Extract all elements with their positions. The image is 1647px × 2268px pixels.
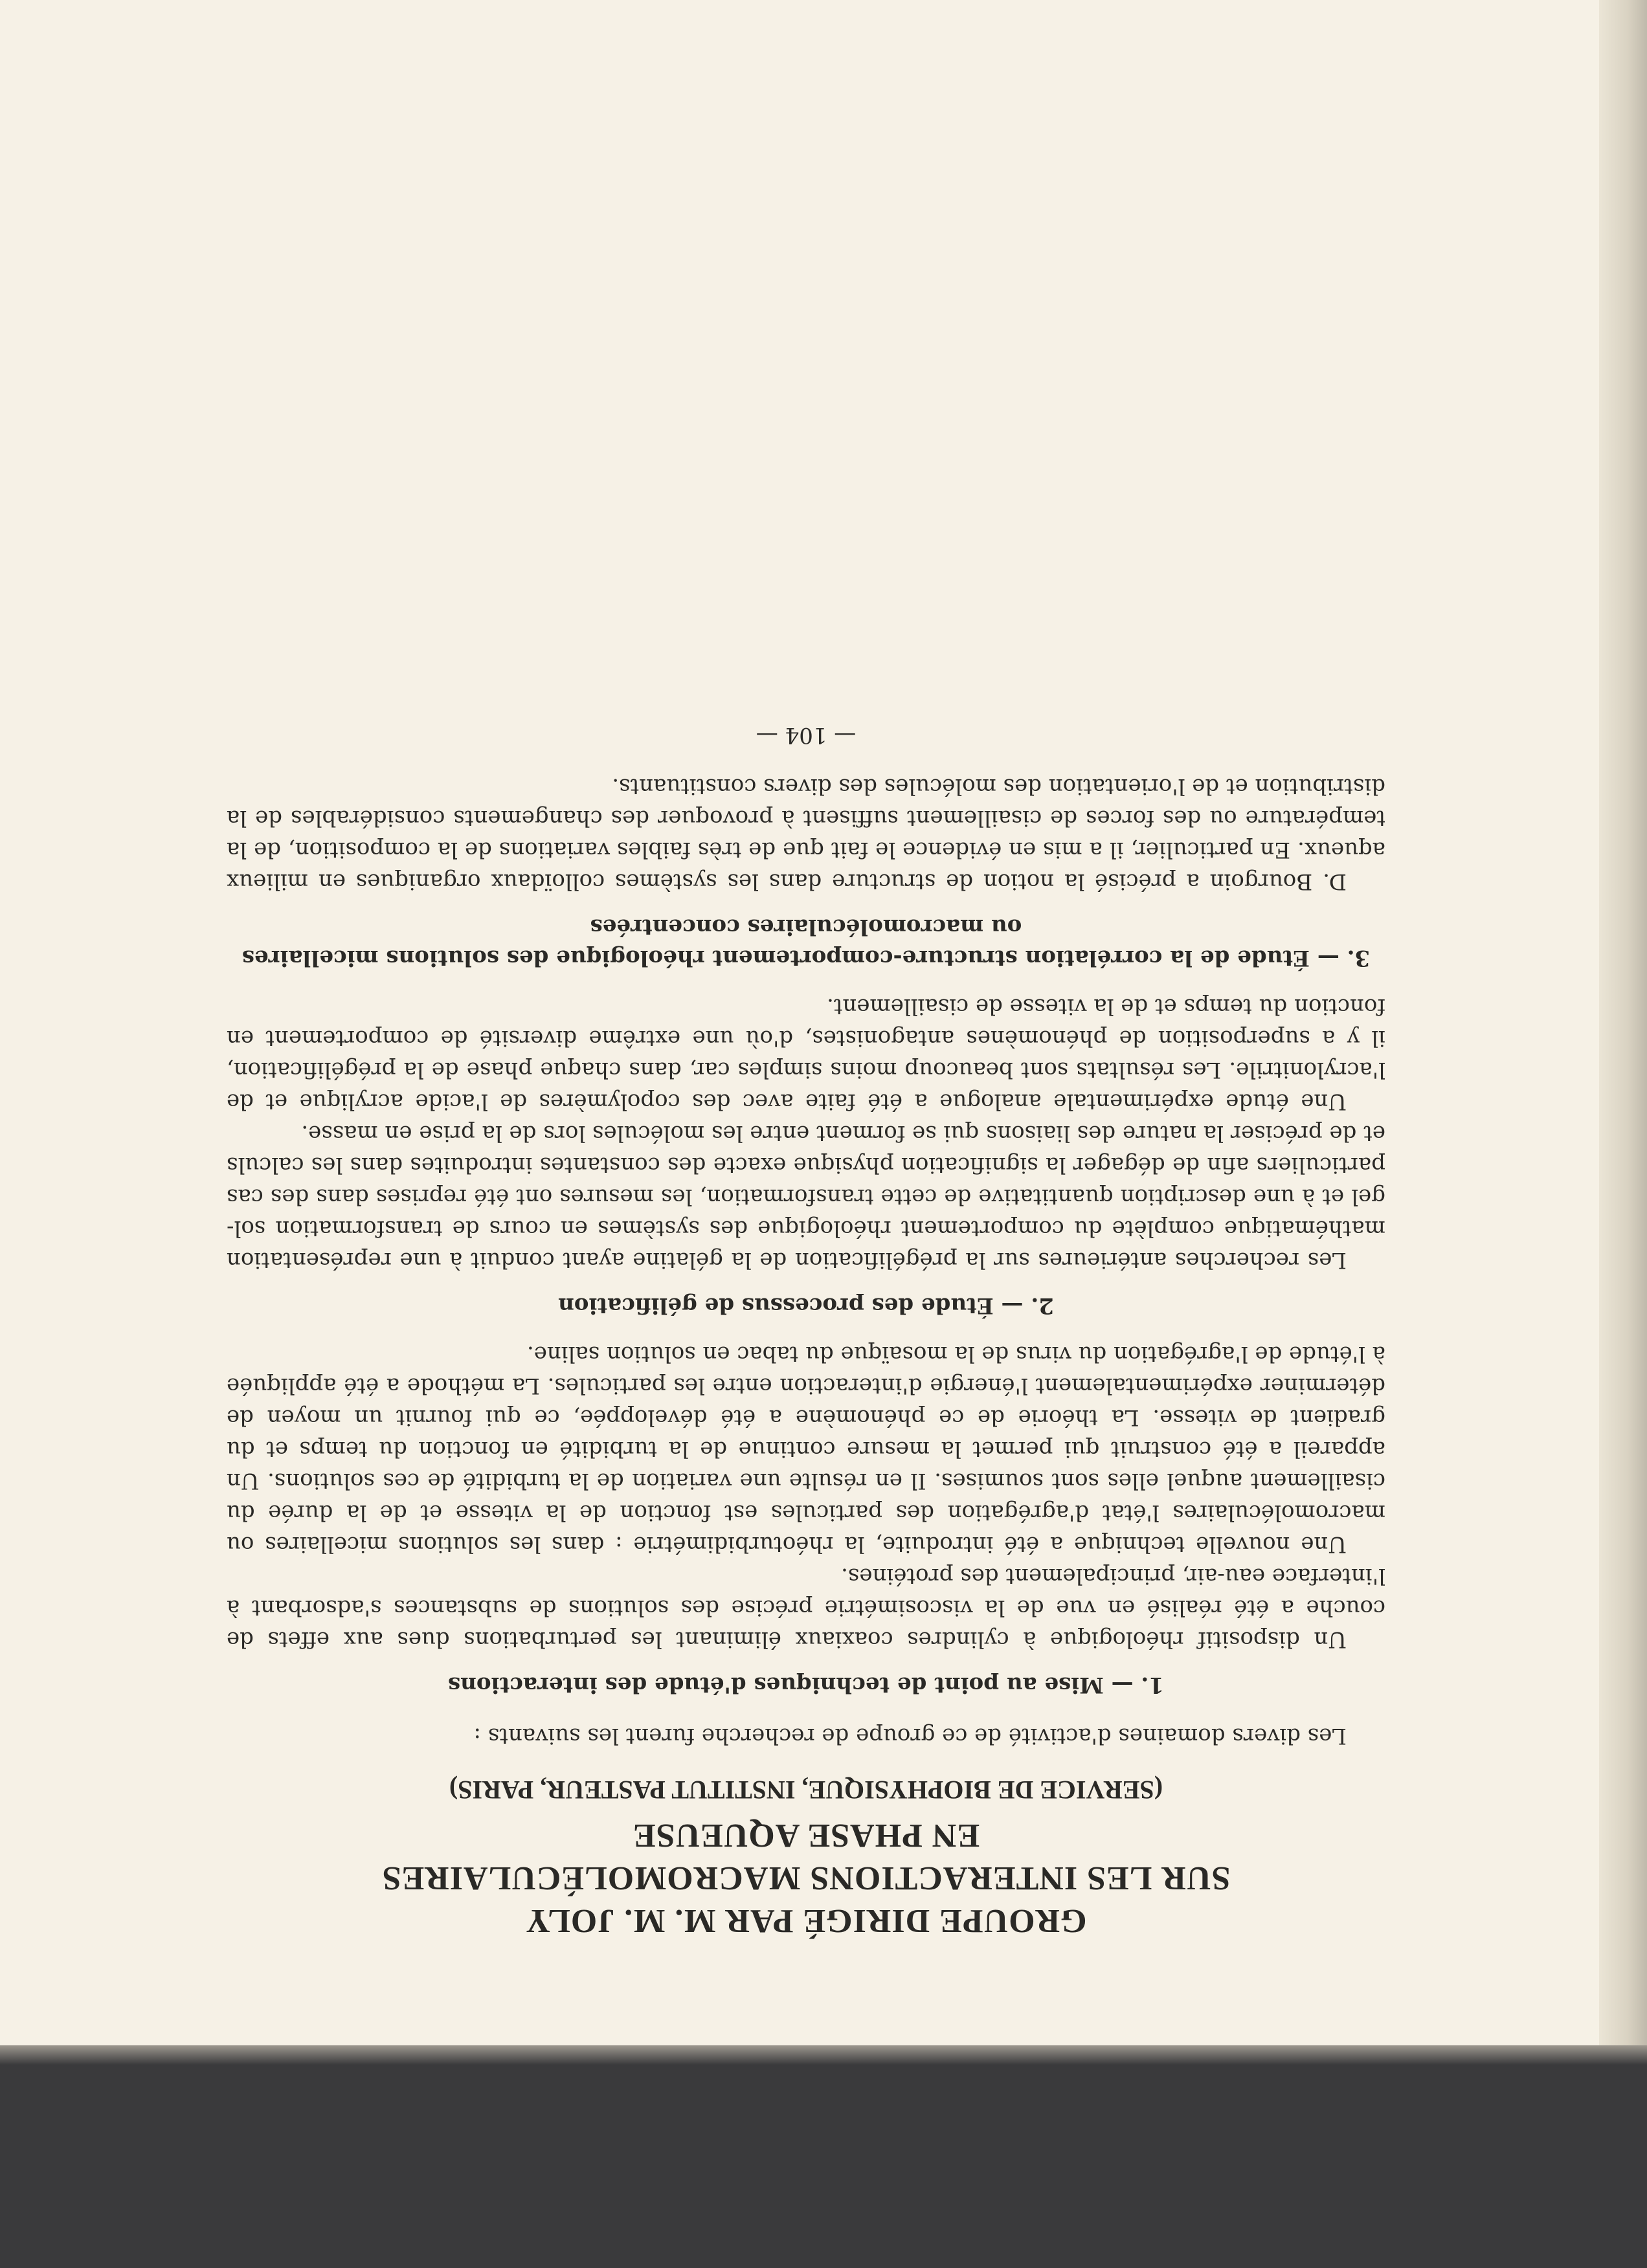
title-line-3: EN PHASE AQUEUSE xyxy=(632,1817,980,1854)
section-1-heading: 1. — Mise au point de techniques d'étude des interactions xyxy=(448,1672,1164,1698)
intro-paragraph: Les divers domaines d'activité de ce groupe de recherche furent les suivants : xyxy=(473,1723,1347,1749)
document-subtitle: (SERVICE DE BIOPHYSIQUE, INSTITUT PASTEUR, PARIS) xyxy=(449,1775,1163,1805)
section-2-heading: 2. — Étude des processus de gélification xyxy=(558,1293,1054,1318)
title-line-1: GROUPE DIRIGÉ PAR M. M. JOLY xyxy=(525,1902,1087,1939)
upside-down-page xyxy=(227,259,1385,1942)
section-1-paragraph-2: Une nouvelle technique a été introduite, la rhéoturbidimétrie : dans les solutions micellaires ou macromoléculaires l'état d'agrégation des particules est fonction de la vitesse et de la durée du cisaillement auquel elles sont soumises. Il en résulte une variation de la turbidité de ces solutions. Un appareil a été construit qui permet la mesure continue de la turbidité en fonction du temps et du gradient de vitesse. La théorie de ce phénomène a été développée, ce qui fournit un moyen de déterminer expérimentalement l'énergie d'interaction entre les particules. La méthode a été appliquée à l'étude de l'agrégation du virus de la mosaïque du tabac en solution saline. xyxy=(227,1341,1385,1557)
title-line-2: SUR LES INTERACTIONS MACROMOLÉCULAIRES xyxy=(381,1860,1231,1896)
section-1-paragraph-1: Un dispositif rhéologique à cylindres coaxiaux éliminant les perturbations dues aux effets de couche a été réalisé en vue de la viscosimétrie précise des solutions de substances s'adsorbant à l'interface eau-air, principalement des protéines. xyxy=(227,1563,1385,1652)
section-2-paragraph-2: Une étude expérimentale analogue a été faite avec des copolymères de l'acide acrylique et de l'acrylonitrile. Les résultats sont beaucoup moins simples car, dans chaque phase de la prégélification, il y a superposition de phénomènes antagonistes, d'où une extrême diversité de comportement en fonction du temps et de la vitesse de cisaillement. xyxy=(227,994,1385,1115)
page-number: — 104 — xyxy=(756,722,857,748)
section-3-paragraph-1: D. Bourgoin a précisé la notion de structure dans les systèmes colloïdaux organiques en milieux aqueux. En particulier, il a mis en évidence le fait que de très faibles variations de la composition, de la température ou des forces de cisaillement suffisent à provoquer des changements considérables de la distribution et de l'orientation des molécules des divers constituants. xyxy=(227,773,1385,895)
section-2-paragraph-1: Les recherches antérieures sur la prégélification de la gélatine ayant conduit à une représentation mathématique complète du comportement rhéologique des systèmes en cours de transformation sol-gel et à une description quantitative de cette transformation, les mesures ont été reprises dans des cas particuliers afin de dégager la signification physique exacte des constantes introduites dans les calculs et de préciser la nature des liaisons qui se forment entre les molécules lors de la prise en masse. xyxy=(227,1120,1385,1273)
document-title xyxy=(227,1814,1385,1942)
section-3-heading: 3. — Étude de la corrélation structure-comportement rhéologique des solutions micellaires ou macromoléculaires concentrées xyxy=(241,914,1371,971)
paper-edge xyxy=(1599,0,1647,2052)
page-shadow xyxy=(0,2045,1647,2065)
